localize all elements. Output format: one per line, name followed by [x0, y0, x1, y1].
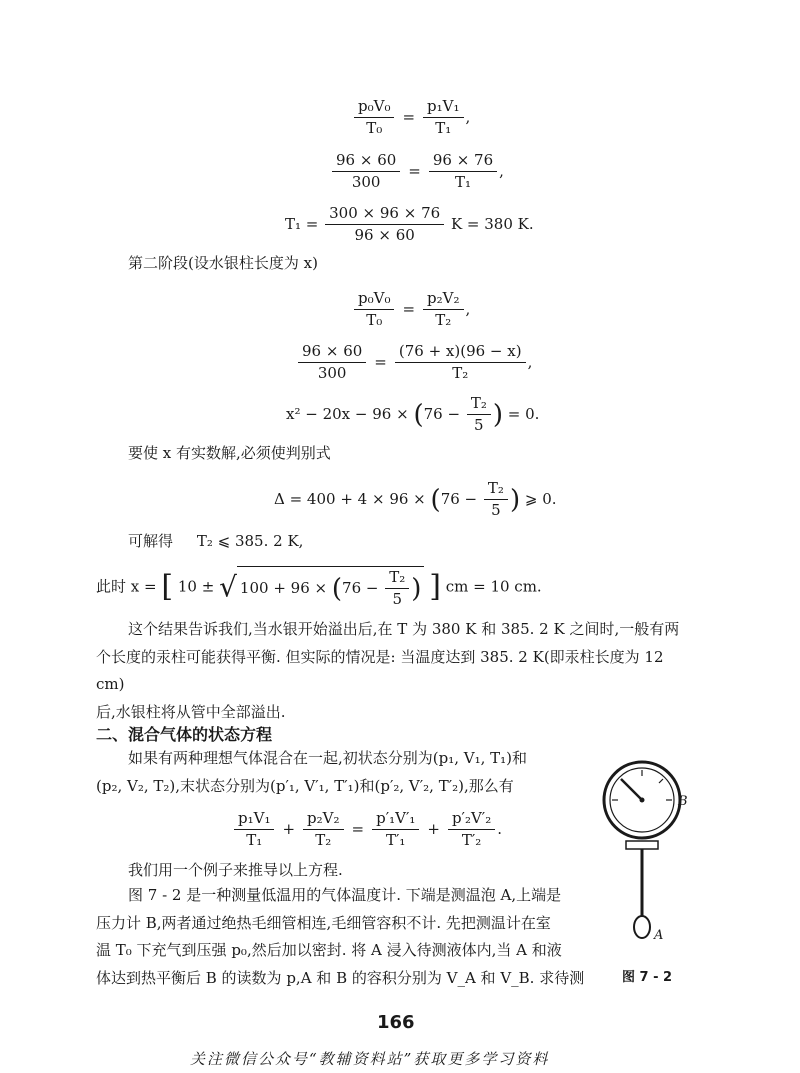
stage1-eq1: $\frac{\text{p₀V₀}}{\text{T₀}}$ = $\frac{\text{p₁V₁}}{\text{T₁}}$ ,: [352, 98, 470, 138]
solvable-text: 可解得 T₂ ⩽ 385. 2 K,: [128, 532, 304, 550]
stage1-eq3: T₁ = $\frac{300 \times 96 \times 76}{96 \times 60}$ K = 380 K.: [285, 204, 534, 245]
fig-line-3: 温 T₀ 下充气到压强 p₀,然后加以密封. 将 A 浸入待测液体内,当 A 和液: [96, 941, 562, 959]
stage2-label: 第二阶段(设水银柱长度为 x): [128, 254, 318, 272]
result-line-3: 后,水银柱将从管中全部溢出.: [96, 702, 286, 721]
result-line-2: 个长度的汞柱可能获得平衡. 但实际的情况是: 当温度达到 385. 2 K(即汞柱长度为 12 cm): [96, 647, 664, 693]
fig-line-4: 体达到热平衡后 B 的读数为 p,A 和 B 的容积分别为 V_A 和 V_B. 求待测: [96, 968, 585, 987]
footer-watermark: 关注微信公众号“教辅资料站”获取更多学习资料: [190, 1050, 550, 1068]
stage1-eq2: $\frac{96 \times 60}{300}$ = $\frac{96 \times 76}{\text{T₁}}$ ,: [330, 152, 504, 192]
result-paragraph: [96, 616, 686, 726]
page-number: 166: [377, 1012, 415, 1033]
fig-line-1: 图 7 - 2 是一种测量低温用的气体温度计. 下端是测温泡 A,上端是: [128, 886, 562, 904]
mix-paragraph: [96, 745, 596, 800]
section-heading: 二、混合气体的状态方程: [96, 725, 273, 744]
figure-caption: 图 7 - 2: [622, 970, 673, 985]
stage2-eq2: $\frac{96 \times 60}{300}$ = $\frac{(76 + x)(96 - x)}{\text{T₂}}$ ,: [296, 343, 532, 383]
gauge-pivot: [640, 798, 645, 803]
mix-line-1: 如果有两种理想气体混合在一起,初状态分别为(p₁, V₁, T₁)和: [128, 749, 528, 767]
figure-paragraph: [96, 882, 596, 992]
mix-line-2: (p₂, V₂, T₂),末状态分别为(p′₁, V′₁, T′₁)和(p′₂, V′₂, T′₂),那么有: [96, 776, 514, 795]
result-line-1: 这个结果告诉我们,当水银开始溢出后,在 T 为 380 K 和 385. 2 K 之间时,一般有两: [128, 620, 680, 638]
discriminant-eq: Δ = 400 + 4 × 96 × (76 − $\frac{\text{T₂}}{5}$ ) ⩾ 0.: [274, 479, 557, 520]
fig-line-2: 压力计 B,两者通过绝热毛细管相连,毛细管容积不计. 先把测温计在室: [96, 913, 551, 932]
gauge-collar: [626, 841, 658, 849]
bulb-a: [634, 916, 650, 938]
x-expression: 此时 x = [ 10 ± √ 100 + 96 × (76 − $\frac{\text{T₂}}{5}$ ) ] cm = 10 cm.: [96, 568, 542, 609]
stage2-eq1: $\frac{\text{p₀V₀}}{\text{T₀}}$ = $\frac{\text{p₂V₂}}{\text{T₂}}$ ,: [352, 290, 470, 330]
thermometer-figure: [596, 755, 706, 955]
example-intro: 我们用一个例子来推导以上方程.: [128, 861, 343, 879]
label-a: A: [654, 928, 664, 943]
gauge-ticks: [612, 770, 672, 800]
gauge-needle: [621, 779, 642, 800]
real-solution-text: 要使 x 有实数解,必须使判别式: [128, 444, 331, 462]
mix-equation: $\frac{\text{p₁V₁}}{\text{T₁}}$ + $\frac{\text{p₂V₂}}{\text{T₂}}$ = $\frac{\text{p′₁V′₁}}{\text{T′₁}}$ + $\frac{\text{p′₂V′₂}}{\text{T′₂}}$ .: [232, 810, 502, 850]
stage2-eq3: x² − 20x − 96 × (76 − $\frac{\text{T₂}}{5}$ ) = 0.: [286, 394, 540, 435]
label-b: B: [678, 794, 688, 809]
